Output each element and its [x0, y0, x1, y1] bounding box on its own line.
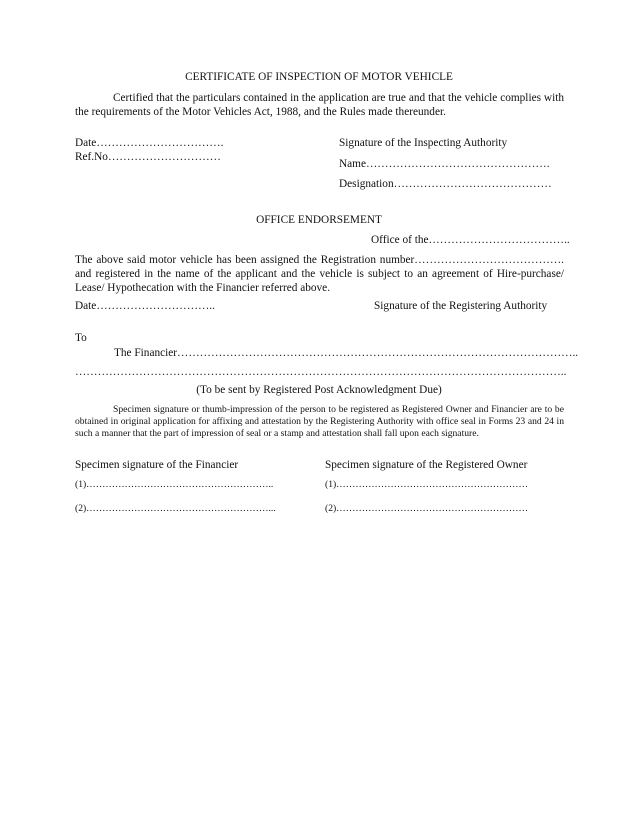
office-of-field: Office of the……………………………….. [371, 234, 570, 246]
certificate-date-field: Date……………………………. [75, 137, 224, 149]
endorsement-title: OFFICE ENDORSEMENT [256, 214, 382, 226]
owner-specimen-heading: Specimen signature of the Registered Owner [325, 459, 528, 471]
financier-address-field: The Financier…………………………………………………………………………………………….. [114, 347, 579, 359]
registering-authority-signature-label: Signature of the Registering Authority [374, 300, 548, 312]
registered-post-note: (To be sent by Registered Post Acknowledgment Due) [196, 384, 442, 396]
certificate-body [75, 91, 564, 119]
endorsement-body: The above said motor vehicle has been assigned the Registration number…………………………………. and registered in the name of the applicant and the vehicle is subject to an agreement of Hire-purchase/ Lease/ Hypothecation with the Financier referred above. [75, 254, 564, 295]
inspector-designation-field: Designation…………………………………… [339, 178, 552, 190]
to-label: To [75, 332, 87, 344]
inspecting-authority-signature-label: Signature of the Inspecting Authority [339, 137, 508, 149]
inspector-name-field: Name…………………………………………. [339, 158, 550, 170]
owner-signature-line-1: (1)…………………………………………………… [325, 479, 529, 490]
owner-signature-line-2: (2)…………………………………………………… [325, 503, 529, 514]
certificate-ref-no-field: Ref.No………………………… [75, 151, 221, 163]
endorsement-date-field: Date………………………….. [75, 300, 215, 312]
specimen-instruction [75, 404, 564, 440]
certificate-body-text: Certified that the particulars contained in the application are true and that the vehicle complies with the requirements of the Motor Vehicles Act, 1988, and the Rules made thereunder. [75, 92, 564, 119]
certificate-title: CERTIFICATE OF INSPECTION OF MOTOR VEHICLE [185, 71, 453, 83]
financier-signature-line-1: (1)………………………………………………….. [75, 479, 274, 490]
specimen-instruction-text: Specimen signature or thumb-impression of the person to be registered as Registered Owner and Financier are to be obtained in original application for affixing and attestation by the Registering Authority with office seal in Forms 23 and 24 in such a manner that the part of impression of seal or a stamp and attestation shall fall upon each signature. [75, 404, 564, 440]
financier-signature-line-2: (2)…………………………………………………... [75, 503, 276, 514]
financier-specimen-heading: Specimen signature of the Financier [75, 459, 239, 471]
address-line-field: ………………………………………………………………………………………………………………….. [75, 366, 567, 378]
